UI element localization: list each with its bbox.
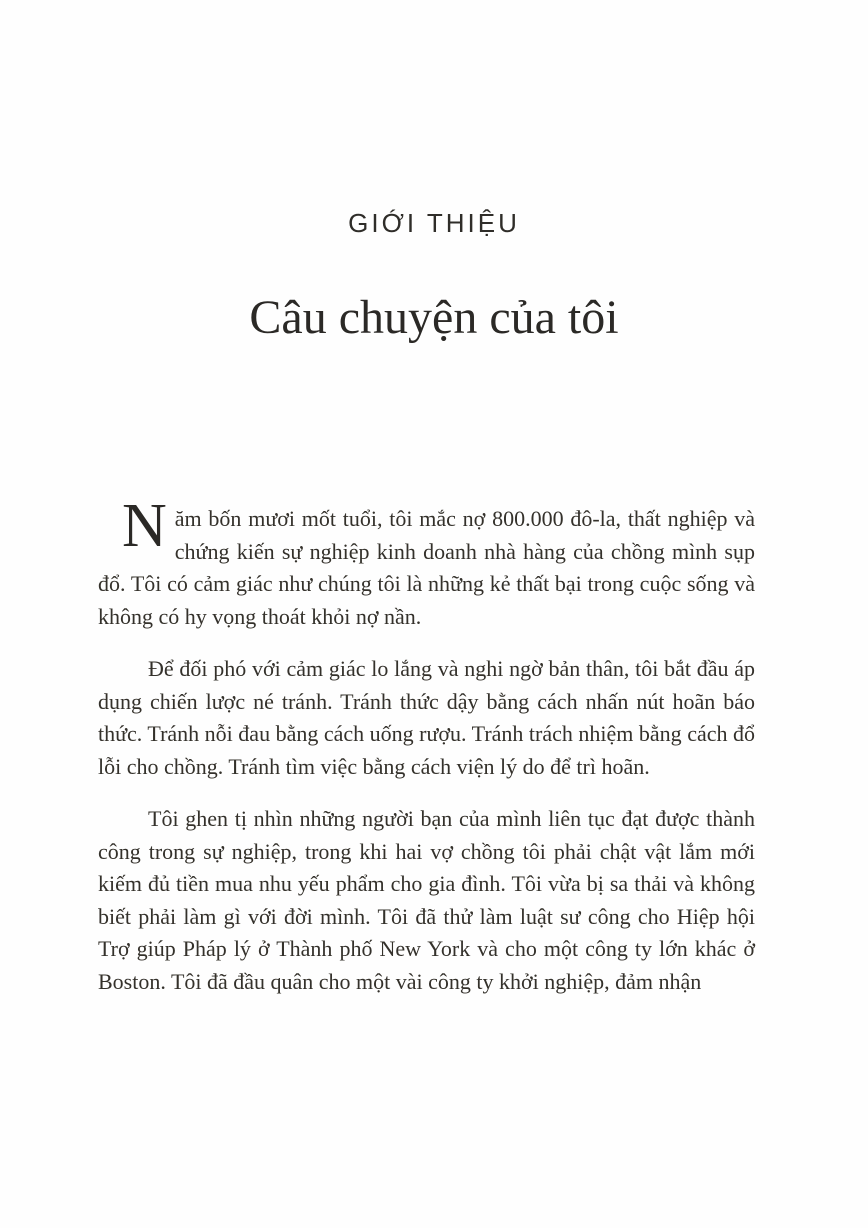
chapter-kicker: GIỚI THIỆU — [348, 208, 520, 238]
body-text — [98, 492, 755, 998]
chapter-title: Câu chuyện của tôi — [249, 291, 619, 344]
body-paragraph: Để đối phó với cảm giác lo lắng và nghi ngờ bản thân, tôi bắt đầu áp dụng chiến lược né tránh. Tránh thức dậy bằng cách nhấn nút hoãn báo thức. Tránh nỗi đau bằng cách uống rượu. Tránh trách nhiệm bằng cách đổ lỗi cho chồng. Tránh tìm việc bằng cách viện lý do để trì hoãn. — [98, 656, 755, 779]
body-paragraph: Năm bốn mươi mốt tuổi, tôi mắc nợ 800.000 đô-la, thất nghiệp và chứng kiến sự nghiệp kinh doanh nhà hàng của chồng mình sụp đổ. Tôi có cảm giác như chúng tôi là những kẻ thất bại trong cuộc sống và không có hy vọng thoát khỏi nợ nần. — [98, 492, 755, 629]
drop-cap: N — [122, 492, 167, 560]
body-paragraph: Tôi ghen tị nhìn những người bạn của mình liên tục đạt được thành công trong sự nghiệp, trong khi hai vợ chồng tôi phải chật vật lắm mới kiếm đủ tiền mua nhu yếu phẩm cho gia đình. Tôi vừa bị sa thải và không biết phải làm gì với đời mình. Tôi đã thử làm luật sư công cho Hiệp hội Trợ giúp Pháp lý ở Thành phố New York và cho một công ty lớn khác ở Boston. Tôi đã đầu quân cho một vài công ty khởi nghiệp, đảm nhận — [98, 806, 755, 994]
